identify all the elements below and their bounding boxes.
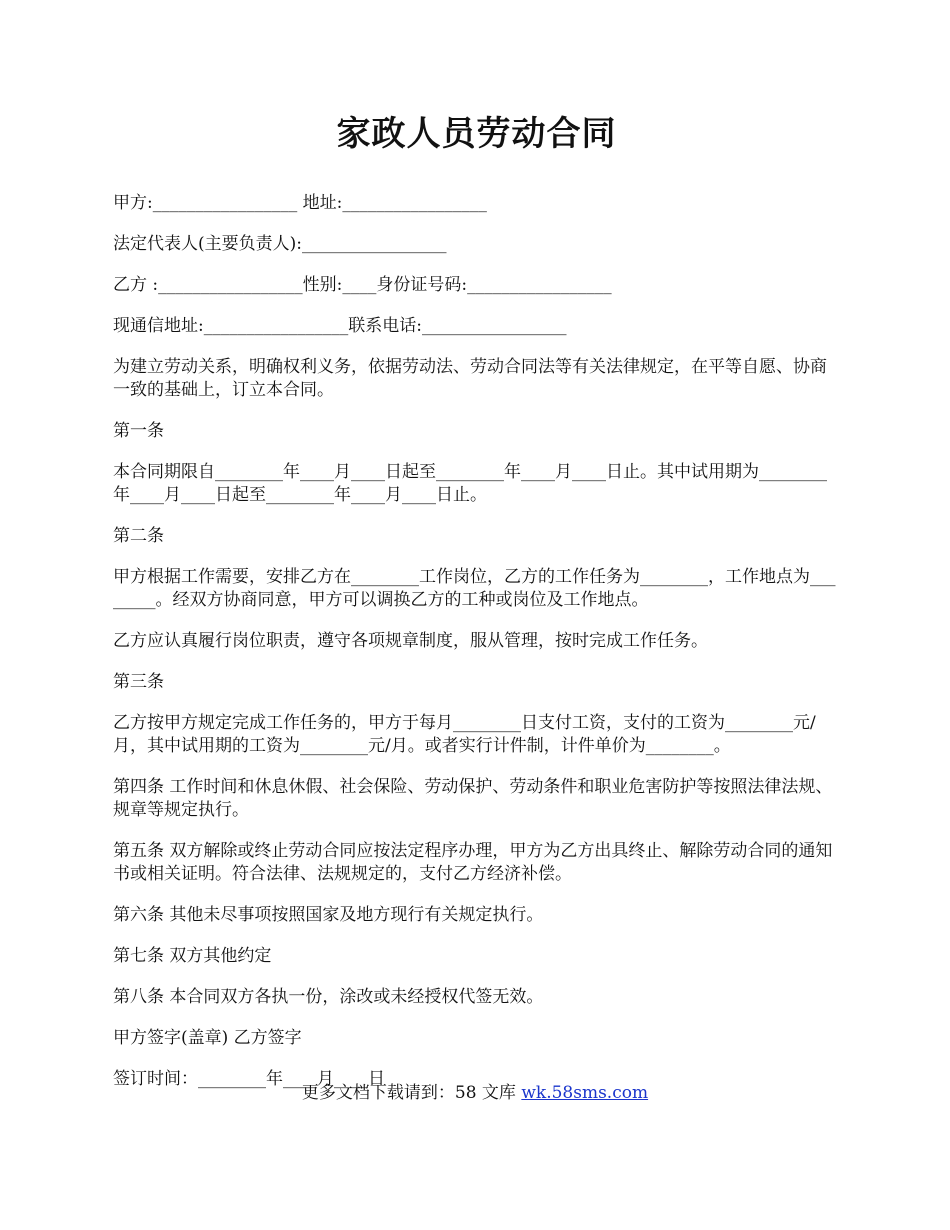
article3-text: 乙方按甲方规定完成工作任务的，甲方于每月________日支付工资，支付的工资为________元/月，其中试用期的工资为________元/月。或者实行计件制，计件单价为________。 bbox=[113, 713, 816, 756]
footer bbox=[0, 1082, 950, 1105]
party-b-line: 乙方 :_________________性别:____身份证号码:_________________ bbox=[113, 275, 612, 295]
footer-prefix: 更多文档下载请到：58 文库 bbox=[301, 1083, 522, 1103]
article2-heading: 第二条 bbox=[113, 526, 164, 546]
party-a-line: 甲方:_________________ 地址:_________________ bbox=[113, 193, 487, 213]
article1-text: 本合同期限自________年____月____日起至________年____月____日止。其中试用期为________年____月____日起至________年____月____日止。 bbox=[113, 462, 827, 505]
contact-line: 现通信地址:_________________联系电话:_________________ bbox=[113, 316, 567, 336]
article3-heading: 第三条 bbox=[113, 672, 164, 692]
legal-rep-line: 法定代表人(主要负责人):_________________ bbox=[113, 234, 447, 254]
article5-text: 第五条 双方解除或终止劳动合同应按法定程序办理，甲方为乙方出具终止、解除劳动合同的通知书或相关证明。符合法律、法规规定的，支付乙方经济补偿。 bbox=[113, 841, 833, 884]
document-title: 家政人员劳动合同 bbox=[336, 114, 617, 154]
article6-text: 第六条 其他未尽事项按照国家及地方现行有关规定执行。 bbox=[113, 905, 544, 925]
article8-text: 第八条 本合同双方各执一份，涂改或未经授权代签无效。 bbox=[113, 987, 544, 1007]
article1-heading: 第一条 bbox=[113, 421, 164, 441]
article4-text: 第四条 工作时间和休息休假、社会保险、劳动保护、劳动条件和职业危害防护等按照法律法规、规章等规定执行。 bbox=[113, 777, 833, 820]
article2-text1: 甲方根据工作需要，安排乙方在________工作岗位，乙方的工作任务为________，工作地点为________。经双方协商同意，甲方可以调换乙方的工种或岗位及工作地点。 bbox=[113, 567, 836, 610]
article7-text: 第七条 双方其他约定 bbox=[113, 946, 272, 966]
intro-paragraph: 为建立劳动关系，明确权利义务，依据劳动法、劳动合同法等有关法律规定，在平等自愿、协商一致的基础上，订立本合同。 bbox=[113, 357, 827, 400]
signature-line: 甲方签字(盖章) 乙方签字 bbox=[113, 1028, 302, 1048]
sign-date-line: 签订时间：________年____月____日 bbox=[113, 1069, 385, 1089]
footer-link[interactable]: wk.58sms.com bbox=[521, 1083, 649, 1103]
article2-text2: 乙方应认真履行岗位职责，遵守各项规章制度，服从管理，按时完成工作任务。 bbox=[113, 631, 708, 651]
